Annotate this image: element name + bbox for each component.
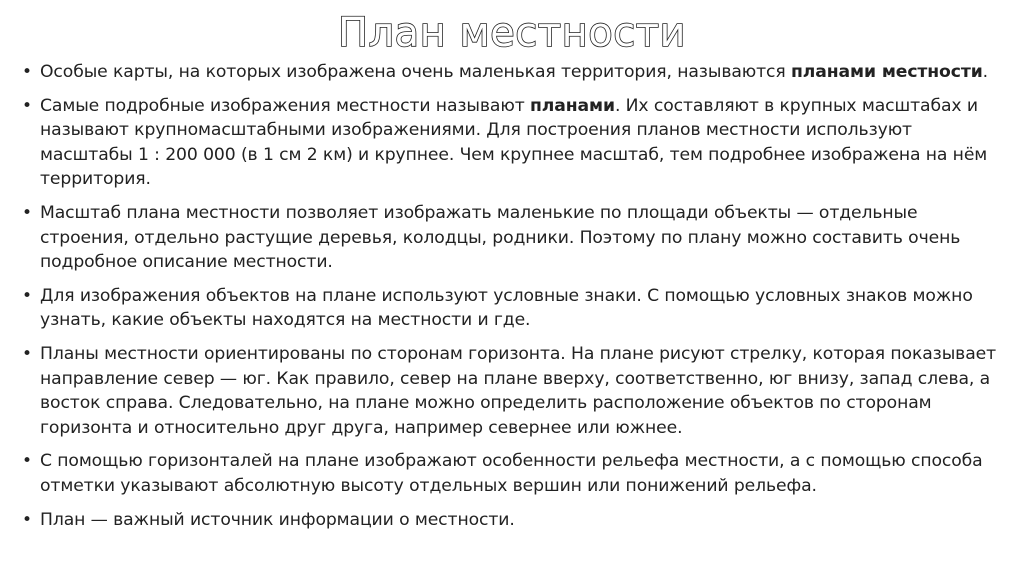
bullet-item-1: [22, 60, 1007, 85]
bullet-text-part: .: [982, 62, 989, 82]
bullet-text-bold: планами местности: [791, 62, 983, 82]
bullet-text: [40, 344, 996, 438]
bullet-text-bold: планами: [530, 95, 615, 116]
bullet-text: [40, 451, 983, 496]
bullet-text-part: . Их составляют в крупных масштабах и называют крупномасштабными изображениями. Для построения планов местности используют масштабы 1 : 200 000 (в 1 см 2 км) и крупнее. Чем крупнее масштаб, тем подробнее изображена на нём территория.: [40, 95, 988, 190]
bullet-text-part: Для изображения объектов на плане используют условные знаки. С помощью условных знаков можно узнать, какие объекты находятся на местности и где.: [40, 285, 973, 331]
bullet-text-part: Масштаб плана местности позволяет изображать маленькие по площади объекты — отдельные строения, отдельно растущие деревья, колодцы, родники. Поэтому по плану можно составить очень подробное описание местности.: [40, 202, 961, 273]
bullet-dot-icon: •: [22, 95, 32, 116]
bullet-dot-icon: •: [22, 202, 32, 223]
bullet-text-part: С помощью горизонталей на плане изображают особенности рельефа местности, а с помощью способа отметки указывают абсолютную высоту отдельных вершин или понижений рельефа.: [40, 451, 983, 496]
slide-title: План местности: [337, 10, 686, 56]
bullet-text-part: Самые подробные изображения местности называют: [40, 95, 530, 116]
bullet-dot-icon: •: [22, 451, 32, 472]
bullet-dot-icon: •: [22, 62, 32, 82]
bullet-text: [40, 286, 973, 331]
bullet-item-3: [22, 201, 1007, 275]
bullet-item-2: [22, 94, 1007, 192]
bullet-text-part: План — важный источник информации о местности.: [40, 509, 515, 530]
bullet-text: [40, 96, 987, 190]
bullet-text-part: Особые карты, на которых изображена очень маленькая территория, называются: [40, 62, 792, 82]
bullet-item-6: [22, 449, 1007, 498]
bullet-text-part: Планы местности ориентированы по сторонам горизонта. На плане рисуют стрелку, которая показывает направление север — юг. Как правило, север на плане вверху, соответственно, юг внизу, запад слева, а восток справа. Следовательно, на плане можно определить расположение объектов по сторонам горизонта и относительно друг друга, например севернее или южнее.: [40, 343, 997, 438]
bullet-item-5: [22, 342, 1007, 440]
bullet-dot-icon: •: [22, 285, 32, 306]
bullet-item-4: [22, 284, 1007, 333]
bullet-dot-icon: •: [22, 343, 32, 364]
bullet-list: [22, 60, 1007, 541]
bullet-item-7: [22, 508, 1007, 533]
bullet-text: [40, 510, 515, 530]
bullet-text: [40, 203, 960, 272]
bullet-text: [40, 62, 988, 82]
bullet-dot-icon: •: [22, 509, 32, 530]
